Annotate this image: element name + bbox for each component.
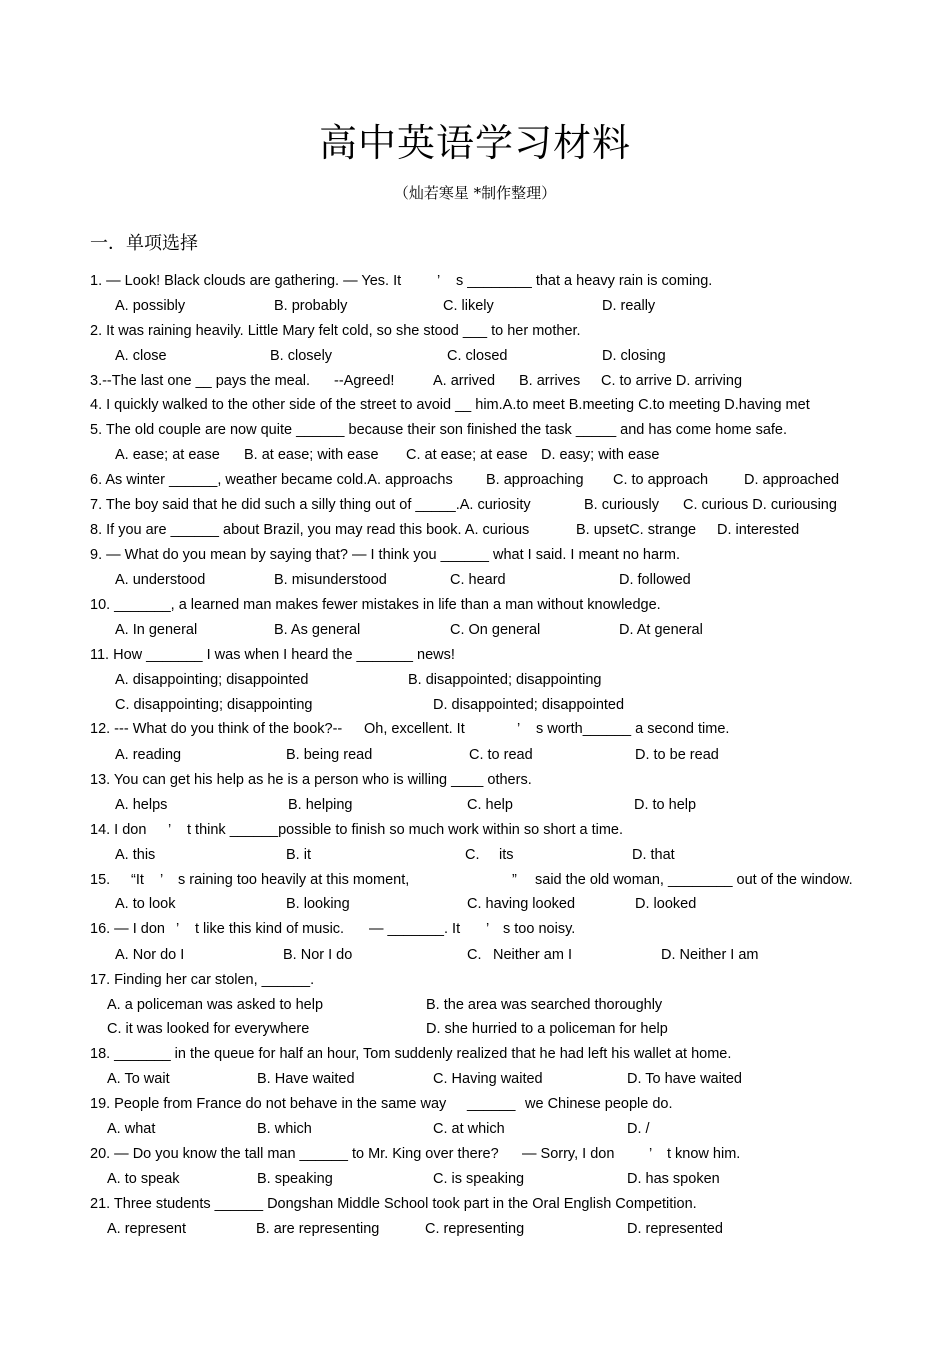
question-text-segment: 16. — I don (90, 921, 165, 937)
question-text-segment: D. closing (602, 348, 666, 364)
question-text-segment: ’ (486, 921, 490, 937)
question-text-segment: 11. How _______ I was when I heard the _______ news! (90, 647, 455, 663)
question-text-segment: B. arrives (519, 373, 581, 389)
question-text-segment: ’ (437, 273, 441, 289)
question-text-segment: D. approached (744, 472, 840, 488)
question-text-segment: A. ease; at ease (115, 447, 220, 463)
question-text-segment: B. probably (274, 298, 348, 314)
question-text-segment: A. To wait (107, 1071, 170, 1087)
question-text-segment: B. disappointed; disappointing (408, 672, 602, 688)
question-text-segment: D. To have waited (627, 1071, 742, 1087)
question-text-segment: s ________ that a heavy rain is coming. (456, 273, 713, 289)
question-text-segment: ’ (176, 921, 180, 937)
question-text-segment: 8. If you are ______ about Brazil, you may read this book. A. curious (90, 522, 530, 538)
question-text-segment: 3.--The last one __ pays the meal. (90, 373, 311, 389)
question-text-segment: — _______. It (369, 921, 461, 937)
question-text-segment: C. disappointing; disappointing (115, 697, 313, 713)
question-text-segment: 6. As winter ______, weather became cold.A. approachs (90, 472, 453, 488)
question-text-segment: said the old woman, ________ out of the window. (535, 872, 853, 888)
question-text-segment: 7. The boy said that he did such a silly thing out of _____.A. curiosity (90, 497, 531, 513)
question-text-segment: ______ (467, 1096, 516, 1112)
question-text-segment: D. that (632, 847, 675, 863)
question-text-segment: Oh, excellent. It (364, 721, 465, 737)
question-text-segment: A. to look (115, 896, 176, 912)
question-text-segment: B. curiously (584, 497, 659, 513)
question-text-segment: C. representing (425, 1221, 525, 1237)
question-text-segment: C. to read (469, 747, 533, 763)
question-text-segment: B. Have waited (257, 1071, 355, 1087)
question-text-segment: C. to arrive D. arriving (601, 373, 743, 389)
question-text-segment: Neither am I (493, 947, 572, 963)
question-text-segment: D. disappointed; disappointed (433, 697, 625, 713)
question-text-segment: 2. It was raining heavily. Little Mary felt cold, so she stood ___ to her mother. (90, 323, 581, 339)
question-text-segment: 20. — Do you know the tall man ______ to Mr. King over there? (90, 1146, 499, 1162)
question-text-segment: 12. --- What do you think of the book?-- (90, 721, 343, 737)
question-text-segment: --Agreed! (334, 373, 395, 389)
question-text-segment: C. Having waited (433, 1071, 543, 1087)
question-text-segment: A. to speak (107, 1171, 180, 1187)
question-text-segment: B. As general (274, 622, 361, 638)
question-text-segment: 13. You can get his help as he is a person who is willing ____ others. (90, 772, 532, 788)
question-text-segment: A. Nor do I (115, 947, 185, 963)
question-text-segment: A. represent (107, 1221, 186, 1237)
question-text-segment: A. close (115, 348, 167, 364)
question-text-segment: C. at ease; at ease (406, 447, 528, 463)
question-text-segment: C. having looked (467, 896, 576, 912)
question-text-segment: 19. People from France do not behave in the same way (90, 1096, 447, 1112)
question-text-segment: B. being read (286, 747, 373, 763)
question-text-segment: C. at which (433, 1121, 505, 1137)
question-text-segment: D. has spoken (627, 1171, 720, 1187)
question-text-segment: A. what (107, 1121, 156, 1137)
question-text-segment: D. she hurried to a policeman for help (426, 1021, 668, 1037)
question-text-segment: D. represented (627, 1221, 723, 1237)
question-text-segment: 5. The old couple are now quite ______ because their son finished the task _____ and has come home safe. (90, 422, 788, 438)
question-text-segment: s raining too heavily at this moment, (178, 872, 410, 888)
question-text-segment: C. it was looked for everywhere (107, 1021, 310, 1037)
question-text-segment: ’ (160, 872, 164, 888)
question-text-segment: B. closely (270, 348, 333, 364)
question-text-segment: C. (465, 847, 480, 863)
question-text-segment: D. to help (634, 797, 697, 813)
question-text-segment: A. disappointing; disappointed (115, 672, 309, 688)
question-text-segment: D. followed (619, 572, 691, 588)
question-text-segment: 4. I quickly walked to the other side of the street to avoid __ him.A.to meet B.meeting C.to meeting D.having met (90, 397, 810, 413)
question-text-segment: B. speaking (257, 1171, 333, 1187)
question-text-segment: 14. I don (90, 822, 147, 838)
question-text-segment: A. helps (115, 797, 168, 813)
question-text-segment: C. On general (450, 622, 541, 638)
question-text-segment: D. At general (619, 622, 703, 638)
question-text-segment: D. really (602, 298, 656, 314)
question-text-segment: 10. _______, a learned man makes fewer mistakes in life than a man without knowledge. (90, 597, 661, 613)
question-text-segment: A. understood (115, 572, 206, 588)
question-text-segment: 17. Finding her car stolen, ______. (90, 972, 315, 988)
question-text-segment: C. likely (443, 298, 494, 314)
question-text-segment: t think ______possible to finish so much work within so short a time. (187, 822, 624, 838)
question-text-segment: B. at ease; with ease (244, 447, 379, 463)
document-subtitle: （灿若寒星 *制作整理） (393, 184, 557, 202)
section-heading: 一．单项选择 (90, 233, 198, 254)
question-text-segment: — Sorry, I don (522, 1146, 615, 1162)
question-text-segment: A. reading (115, 747, 182, 763)
question-text-segment: 9. — What do you mean by saying that? — I think you ______ what I said. I meant no harm. (90, 547, 680, 563)
question-text-segment: C. closed (447, 348, 508, 364)
question-text-segment: s too noisy. (503, 921, 576, 937)
question-text-segment: D. interested (717, 522, 800, 538)
question-text-segment: C. heard (450, 572, 506, 588)
question-text-segment: C. to approach (613, 472, 709, 488)
question-text-segment: C. (467, 947, 482, 963)
question-text-segment: “It (131, 872, 144, 888)
question-text-segment: B. which (257, 1121, 312, 1137)
question-text-segment: B. helping (288, 797, 353, 813)
question-text-segment: D. / (627, 1121, 650, 1137)
question-text-segment: ’ (649, 1146, 653, 1162)
question-text-segment: B. upsetC. strange (576, 522, 697, 538)
document-title: 高中英语学习材料 (318, 121, 631, 165)
question-text-segment: 21. Three students ______ Dongshan Middle School took part in the Oral English Competition. (90, 1196, 697, 1212)
question-text-segment: s worth______ a second time. (536, 721, 730, 737)
question-text-segment: C. help (467, 797, 513, 813)
question-text-segment: A. possibly (115, 298, 186, 314)
question-text-segment: A. a policeman was asked to help (107, 997, 324, 1013)
question-text-segment: C. is speaking (433, 1171, 525, 1187)
question-text-segment: 1. — Look! Black clouds are gathering. — Yes. It (90, 273, 402, 289)
question-text-segment: B. looking (286, 896, 350, 912)
question-text-segment: A. arrived (433, 373, 496, 389)
question-text-segment: D. looked (635, 896, 697, 912)
question-text-segment: ’ (168, 822, 172, 838)
question-text-segment: B. approaching (486, 472, 584, 488)
question-text-segment: t like this kind of music. (195, 921, 345, 937)
question-text-segment: B. it (286, 847, 311, 863)
question-text-segment: B. are representing (256, 1221, 380, 1237)
question-text-segment: t know him. (667, 1146, 741, 1162)
question-text-segment: D. easy; with ease (541, 447, 660, 463)
question-text-segment: D. to be read (635, 747, 719, 763)
question-text-segment: its (499, 847, 514, 863)
question-text-segment: we Chinese people do. (525, 1096, 673, 1112)
question-text-segment: B. the area was searched thoroughly (426, 997, 663, 1013)
question-text-segment: B. Nor I do (283, 947, 353, 963)
question-text-segment: 18. _______ in the queue for half an hour, Tom suddenly realized that he had left his wallet at home. (90, 1046, 732, 1062)
question-text-segment: B. misunderstood (274, 572, 387, 588)
question-text-segment: A. In general (115, 622, 198, 638)
question-text-segment: 15. (90, 872, 111, 888)
question-text-segment: C. curious D. curiousing (683, 497, 837, 513)
question-text-segment: ” (512, 872, 517, 888)
question-text-segment: D. Neither I am (661, 947, 759, 963)
question-text-segment: A. this (115, 847, 156, 863)
question-text-segment: ’ (517, 721, 521, 737)
